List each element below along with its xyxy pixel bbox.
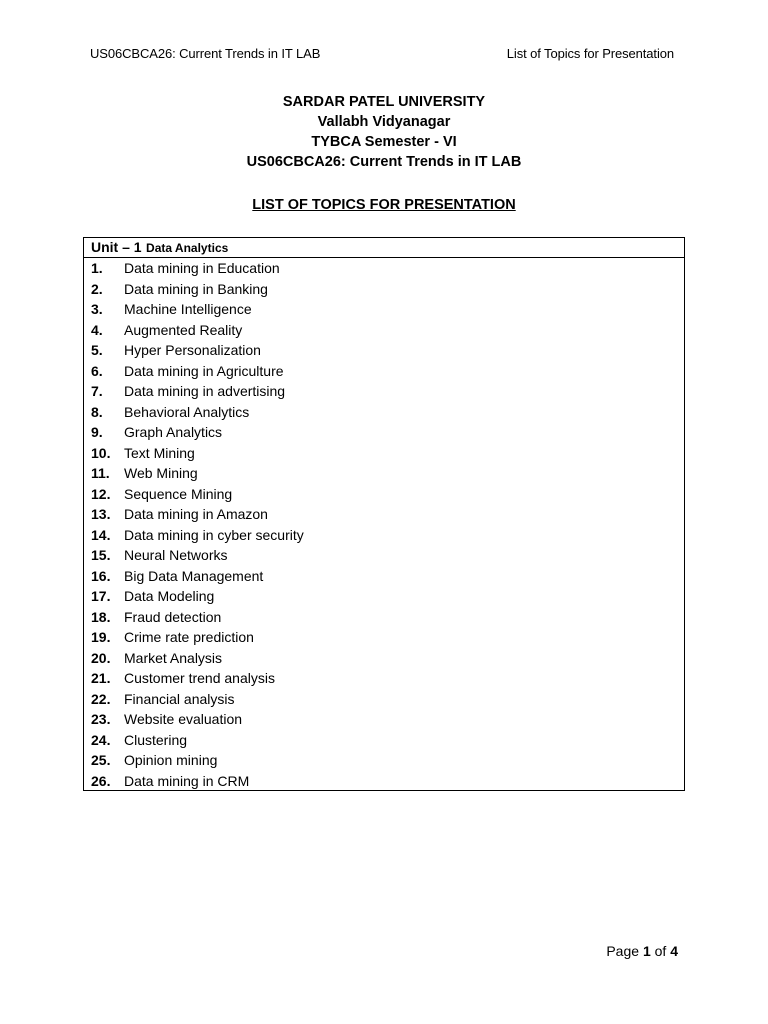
topic-row — [84, 730, 684, 751]
unit-name: Data Analytics — [146, 241, 229, 255]
topic-number: 3. — [91, 301, 103, 317]
running-header-left: US06CBCA26: Current Trends in IT LAB — [90, 46, 321, 61]
course-title: US06CBCA26: Current Trends in IT LAB — [246, 154, 522, 170]
page-word: Page — [606, 943, 640, 959]
topic-row — [84, 627, 684, 648]
topic-number: 2. — [91, 280, 103, 297]
topic-text: Hyper Personalization — [124, 342, 261, 358]
topic-number: 10. — [91, 444, 111, 461]
unit-label: Unit – 1 — [91, 239, 142, 255]
topic-text: Website evaluation — [124, 711, 243, 727]
topic-number: 18. — [91, 608, 111, 625]
topic-text: Fraud detection — [124, 608, 222, 625]
topic-row — [84, 299, 684, 320]
topic-row — [84, 279, 684, 300]
topic-number: 15. — [91, 547, 111, 563]
topic-text: Customer trend analysis — [124, 670, 275, 686]
topic-row — [84, 402, 684, 423]
topic-row — [84, 504, 684, 525]
topic-text: Data mining in Banking — [124, 280, 268, 297]
page-total: 4 — [670, 943, 678, 959]
topic-row — [84, 545, 684, 566]
topic-number: 19. — [91, 629, 111, 645]
topic-number: 7. — [91, 383, 103, 399]
unit-header — [84, 238, 684, 258]
topic-row — [84, 463, 684, 484]
topic-row — [84, 709, 684, 730]
topic-text: Data Modeling — [124, 588, 215, 604]
topic-number: 6. — [91, 362, 103, 379]
topic-text: Data mining in advertising — [124, 383, 286, 399]
university-name: SARDAR PATEL UNIVERSITY — [282, 94, 486, 110]
topic-row — [84, 443, 684, 464]
topic-row — [84, 566, 684, 587]
topic-text: Financial analysis — [124, 690, 235, 707]
topic-row — [84, 422, 684, 443]
topic-text: Data mining in cyber security — [124, 526, 304, 543]
topic-row — [84, 484, 684, 505]
topic-number: 4. — [91, 321, 103, 338]
topic-number: 17. — [91, 588, 111, 604]
topic-number: 14. — [91, 526, 111, 543]
topic-row — [84, 525, 684, 546]
topic-text: Opinion mining — [124, 752, 218, 768]
title-block — [0, 92, 768, 172]
topic-text: Data mining in CRM — [124, 772, 250, 789]
topic-number: 16. — [91, 567, 111, 584]
topic-row — [84, 381, 684, 402]
running-header-right: List of Topics for Presentation — [506, 46, 674, 61]
topic-number: 23. — [91, 711, 111, 727]
topic-text: Big Data Management — [124, 567, 264, 584]
topic-row — [84, 586, 684, 607]
topic-number: 20. — [91, 649, 111, 666]
topic-text: Data mining in Education — [124, 260, 280, 276]
topic-text: Data mining in Agriculture — [124, 362, 284, 379]
topic-list — [84, 258, 684, 791]
topic-row — [84, 361, 684, 382]
topic-number: 12. — [91, 485, 111, 502]
topic-text: Machine Intelligence — [124, 301, 252, 317]
topic-text: Market Analysis — [124, 649, 223, 666]
topic-row — [84, 668, 684, 689]
topic-text: Augmented Reality — [124, 321, 243, 338]
page-footer — [606, 942, 678, 960]
topic-number: 21. — [91, 670, 111, 686]
topic-text: Behavioral Analytics — [124, 403, 250, 420]
topic-text: Clustering — [124, 731, 188, 748]
topic-number: 1. — [91, 260, 103, 276]
university-location: Vallabh Vidyanagar — [317, 114, 451, 130]
topic-row — [84, 258, 684, 279]
topic-row — [84, 607, 684, 628]
topic-text: Web Mining — [124, 465, 198, 481]
list-heading: LIST OF TOPICS FOR PRESENTATION — [252, 197, 516, 213]
topic-number: 5. — [91, 342, 103, 358]
topic-text: Graph Analytics — [124, 424, 223, 440]
topic-number: 25. — [91, 752, 111, 768]
topic-number: 13. — [91, 506, 111, 522]
topic-text: Text Mining — [124, 444, 195, 461]
semester-title: TYBCA Semester - VI — [311, 134, 457, 150]
topic-row — [84, 771, 684, 792]
topic-text: Neural Networks — [124, 547, 228, 563]
topic-number: 11. — [91, 465, 110, 481]
topic-number: 26. — [91, 772, 111, 789]
topics-table — [83, 237, 685, 791]
page-current: 1 — [642, 943, 651, 959]
topic-number: 24. — [91, 731, 111, 748]
topic-number: 22. — [91, 690, 111, 707]
topic-row — [84, 340, 684, 361]
topic-number: 9. — [91, 424, 103, 440]
topic-row — [84, 648, 684, 669]
topic-text: Sequence Mining — [124, 485, 233, 502]
topic-text: Data mining in Amazon — [124, 506, 268, 522]
topic-row — [84, 689, 684, 710]
topic-row — [84, 750, 684, 771]
topic-text: Crime rate prediction — [124, 629, 254, 645]
of-word: of — [654, 943, 667, 959]
topic-number: 8. — [91, 403, 103, 420]
topic-row — [84, 320, 684, 341]
